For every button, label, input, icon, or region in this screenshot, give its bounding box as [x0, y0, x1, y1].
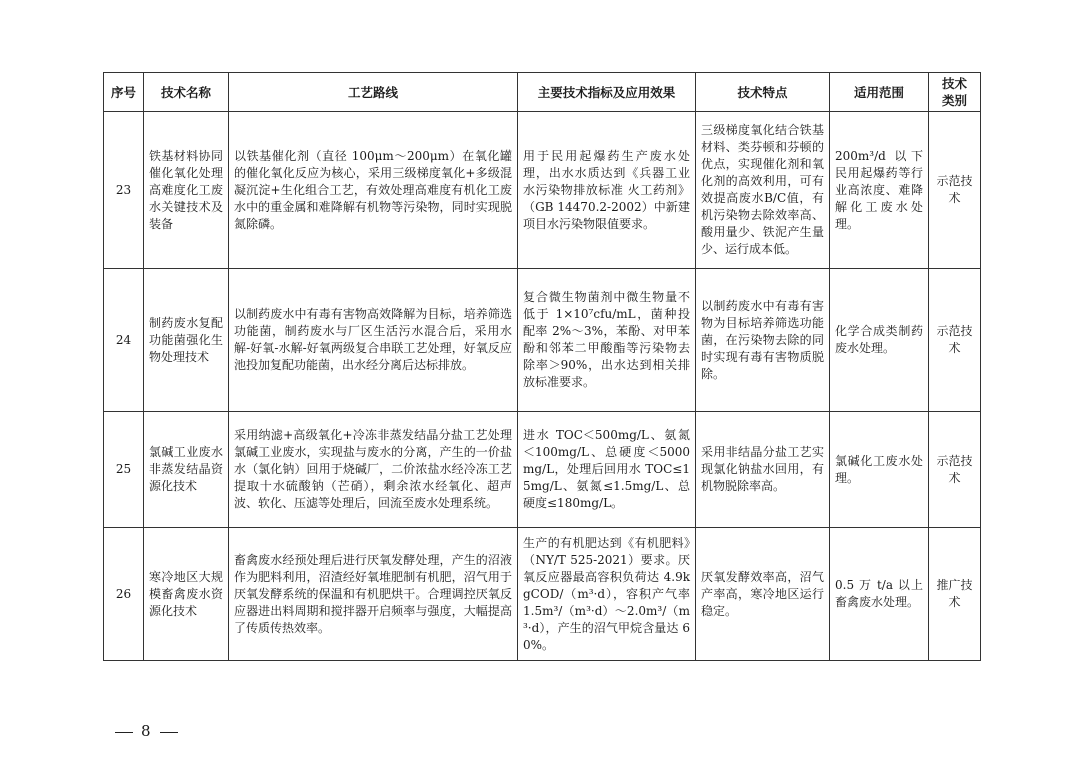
header-row [104, 73, 981, 112]
tech-name: 寒冷地区大规模畜禽废水资源化技术 [144, 528, 229, 661]
page-number [107, 722, 186, 740]
table-row [104, 528, 981, 661]
header-effect: 主要技术指标及应用效果 [518, 73, 696, 112]
tech-name: 氯碱工业废水非蒸发结晶资源化技术 [144, 412, 229, 528]
header-category: 技术类别 [929, 73, 981, 112]
table-row [104, 112, 981, 269]
table-row [104, 269, 981, 412]
tech-feature: 以制药废水中有毒有害物为目标培养筛选功能菌，在污染物去除的同时实现有毒有害物质脱除。 [696, 269, 830, 412]
scope: 氯碱化工废水处理。 [830, 412, 929, 528]
tech-effect: 进水 TOC＜500mg/L、氨氮＜100mg/L、总硬度＜5000mg/L，处理后回用水 TOC≤15mg/L、氨氮≤1.5mg/L、总硬度≤180mg/L。 [518, 412, 696, 528]
row-number: 23 [104, 112, 144, 269]
category: 示范技术 [929, 269, 981, 412]
tech-feature: 采用非结晶分盐工艺实现氯化钠盐水回用，有机物脱除率高。 [696, 412, 830, 528]
process-route: 畜禽废水经预处理后进行厌氧发酵处理，产生的沼液作为肥料利用，沼渣经好氧堆肥制有机肥，沼气用于厌氧发酵系统的保温和有机肥烘干。合理调控厌氧反应器进出料周期和搅拌器开启频率与强度，大幅提高了传质传热效率。 [229, 528, 518, 661]
process-route: 以铁基催化剂（直径 100μm～200μm）在氧化罐的催化氧化反应为核心，采用三级梯度氧化+多级混凝沉淀+生化组合工艺，有效处理高难度有机化工废水中的重金属和难降解有机物等污染物，同时实现脱氮除磷。 [229, 112, 518, 269]
tech-effect: 生产的有机肥达到《有机肥料》（NY/T 525-2021）要求。厌氧反应器最高容积负荷达 4.9kgCOD/（m³·d），容积产气率 1.5m³/（m³·d）～2.0m³/（m³·d），产生的沼气甲烷含量达 60%。 [518, 528, 696, 661]
row-number: 26 [104, 528, 144, 661]
process-route: 以制药废水中有毒有害物高效降解为目标，培养筛选功能菌，制药废水与厂区生活污水混合后，采用水解-好氧-水解-好氧两级复合串联工艺处理，好氧反应池投加复配功能菌，出水经分离后达标排放。 [229, 269, 518, 412]
row-number: 24 [104, 269, 144, 412]
category: 示范技术 [929, 112, 981, 269]
row-number: 25 [104, 412, 144, 528]
scope: 0.5 万 t/a 以上畜禽废水处理。 [830, 528, 929, 661]
tech-feature: 三级梯度氧化结合铁基材料、类芬顿和芬顿的优点，实现催化剂和氧化剂的高效利用，可有效提高废水B/C值，有机污染物去除效率高、酸用量少、铁泥产生量少、运行成本低。 [696, 112, 830, 269]
category: 推广技术 [929, 528, 981, 661]
tech-effect: 用于民用起爆药生产废水处理，出水水质达到《兵器工业水污染物排放标准 火工药剂》（GB 14470.2-2002）中新建项目水污染物限值要求。 [518, 112, 696, 269]
process-route: 采用纳滤+高级氧化+冷冻非蒸发结晶分盐工艺处理氯碱工业废水，实现盐与废水的分离，产生的一价盐水（氯化钠）回用于烧碱厂，二价浓盐水经冷冻工艺提取十水硫酸钠（芒硝），剩余浓水经氧化、超声波、软化、压滤等处理后，回流至废水处理系统。 [229, 412, 518, 528]
tech-effect: 复合微生物菌剂中微生物量不低于 1×10⁷cfu/mL，菌种投配率 2%～3%，苯酚、对甲苯酚和邻苯二甲酸酯等污染物去除率＞90%，出水达到相关排放标准要求。 [518, 269, 696, 412]
page-number-value: 8 [141, 722, 152, 740]
header-feature: 技术特点 [696, 73, 830, 112]
technology-table [103, 72, 981, 661]
tech-name: 铁基材料协同催化氧化处理高难度化工废水关键技术及装备 [144, 112, 229, 269]
page-dash-right [160, 732, 178, 733]
header-name: 技术名称 [144, 73, 229, 112]
header-scope: 适用范围 [830, 73, 929, 112]
table-row [104, 412, 981, 528]
page-dash-left [115, 732, 133, 733]
scope: 200m³/d 以下民用起爆药等行业高浓度、难降解化工废水处理。 [830, 112, 929, 269]
tech-feature: 厌氧发酵效率高，沼气产率高，寒冷地区运行稳定。 [696, 528, 830, 661]
tech-name: 制药废水复配功能菌强化生物处理技术 [144, 269, 229, 412]
header-no: 序号 [104, 73, 144, 112]
scope: 化学合成类制药废水处理。 [830, 269, 929, 412]
category: 示范技术 [929, 412, 981, 528]
header-route: 工艺路线 [229, 73, 518, 112]
